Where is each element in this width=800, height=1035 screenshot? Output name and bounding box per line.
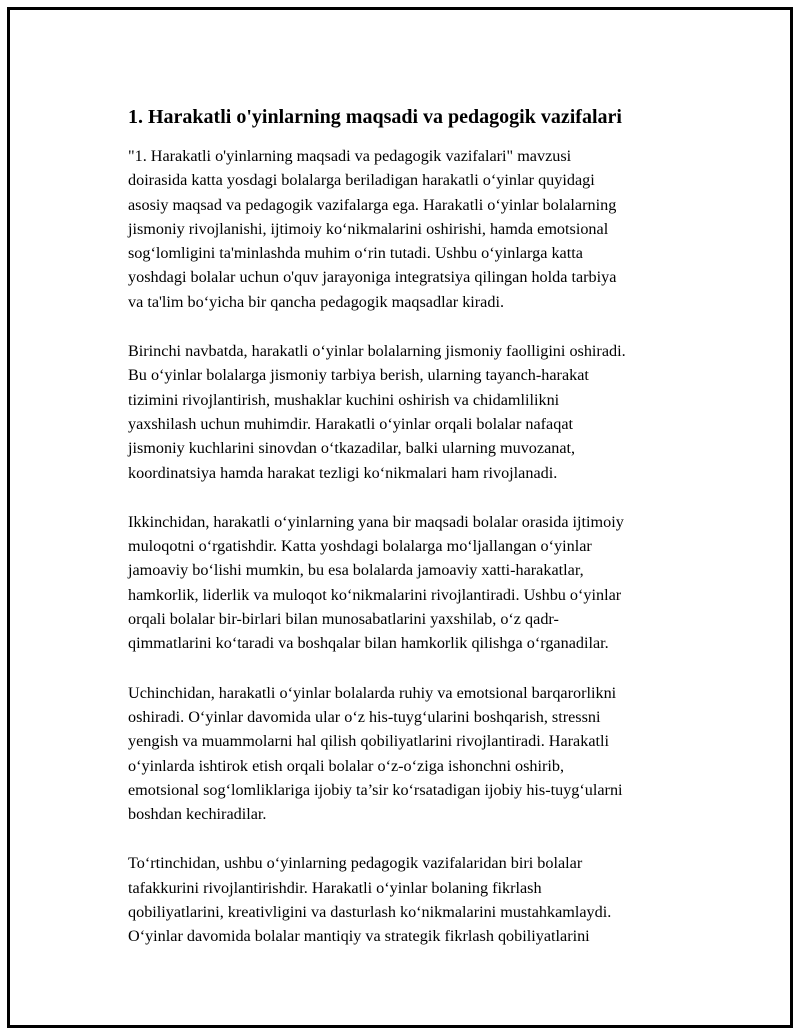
text-line: emotsional sog‘lomliklariga ijobiy ta’sir ko‘rsatadigan ijobiy his-tuyg‘ularni	[128, 780, 623, 799]
text-line: jismoniy kuchlarini sinovdan o‘tkazadilar, balki ularning muvozanat,	[128, 439, 576, 458]
paragraph-fourth-point	[128, 851, 698, 948]
text-line: va ta'lim bo‘yicha bir qancha pedagogik maqsadlar kiradi.	[128, 292, 504, 311]
document-content	[128, 104, 698, 974]
text-line: muloqotni o‘rgatishdir. Katta yoshdagi bolalarga mo‘ljallangan o‘yinlar	[128, 537, 592, 556]
text-line: qimmatlarini ko‘taradi va boshqalar bilan hamkorlik qilishga o‘rganadilar.	[128, 634, 609, 653]
text-line: yoshdagi bolalar uchun o'quv jarayoniga integratsiya qilingan holda tarbiya	[128, 268, 617, 287]
text-line: tizimini rivojlantirish, mushaklar kuchini oshirish va chidamlilikni	[128, 390, 560, 409]
text-line: o‘yinlarda ishtirok etish orqali bolalar o‘z-o‘ziga ishonchni oshirib,	[128, 756, 565, 775]
text-line: Birinchi navbatda, harakatli o‘yinlar bolalarning jismoniy faolligini oshiradi.	[128, 342, 626, 361]
text-line: jismoniy rivojlanishi, ijtimoiy ko‘nikmalarini oshirishi, hamda emotsional	[128, 219, 609, 238]
paragraph-third-point	[128, 681, 698, 827]
text-line: Uchinchidan, harakatli o‘yinlar bolalarda ruhiy va emotsional barqarorlikni	[128, 683, 617, 702]
text-line: koordinatsiya hamda harakat tezligi ko‘nikmalari ham rivojlanadi.	[128, 463, 558, 482]
text-line: asosiy maqsad va pedagogik vazifalarga ega. Harakatli o‘yinlar bolalarning	[128, 195, 617, 214]
paragraph-first-point	[128, 339, 698, 485]
text-line: "1. Harakatli o'yinlarning maqsadi va pedagogik vazifalari" mavzusi	[128, 147, 572, 165]
text-line: yengish va muammolarni hal qilish qobiliyatlarini rivojlantiradi. Harakatli	[128, 732, 610, 751]
text-line: qobiliyatlarini, kreativligini va dasturlash ko‘nikmalarini mustahkamlaydi.	[128, 903, 612, 922]
text-line: yaxshilash uchun muhimdir. Harakatli o‘yinlar orqali bolalar nafaqat	[128, 414, 574, 433]
text-line: Ikkinchidan, harakatli o‘yinlarning yana bir maqsadi bolalar orasida ijtimoiy	[128, 512, 624, 531]
text-line: sog‘lomligini ta'minlashda muhim o‘rin tutadi. Ushbu o‘yinlarga katta	[128, 244, 583, 263]
text-line: boshdan kechiradilar.	[128, 805, 267, 824]
text-line: To‘rtinchidan, ushbu o‘yinlarning pedagogik vazifalaridan biri bolalar	[128, 854, 583, 873]
section-heading: 1. Harakatli o'yinlarning maqsadi va pedagogik vazifalari	[128, 106, 622, 128]
text-line: O‘yinlar davomida bolalar mantiqiy va strategik fikrlash qobiliyatlarini	[128, 927, 590, 946]
paragraph-second-point	[128, 510, 698, 656]
paragraph-intro	[128, 144, 698, 314]
page-frame	[7, 7, 793, 1028]
text-line: orqali bolalar bir-birlari bilan munosabatlarini yaxshilab, o‘z qadr-	[128, 610, 559, 629]
text-line: Bu o‘yinlar bolalarga jismoniy tarbiya berish, ularning tayanch-harakat	[128, 366, 589, 385]
text-line: jamoaviy bo‘lishi mumkin, bu esa bolalarda jamoaviy xatti-harakatlar,	[128, 561, 584, 580]
text-line: tafakkurini rivojlantirishdir. Harakatli o‘yinlar bolaning fikrlash	[128, 878, 542, 897]
text-line: oshiradi. O‘yinlar davomida ular o‘z his-tuyg‘ularini boshqarish, stressni	[128, 707, 601, 726]
text-line: hamkorlik, liderlik va muloqot ko‘nikmalarini rivojlantiradi. Ushbu o‘yinlar	[128, 585, 622, 604]
text-line: doirasida katta yosdagi bolalarga beriladigan harakatli o‘yinlar quyidagi	[128, 171, 595, 190]
